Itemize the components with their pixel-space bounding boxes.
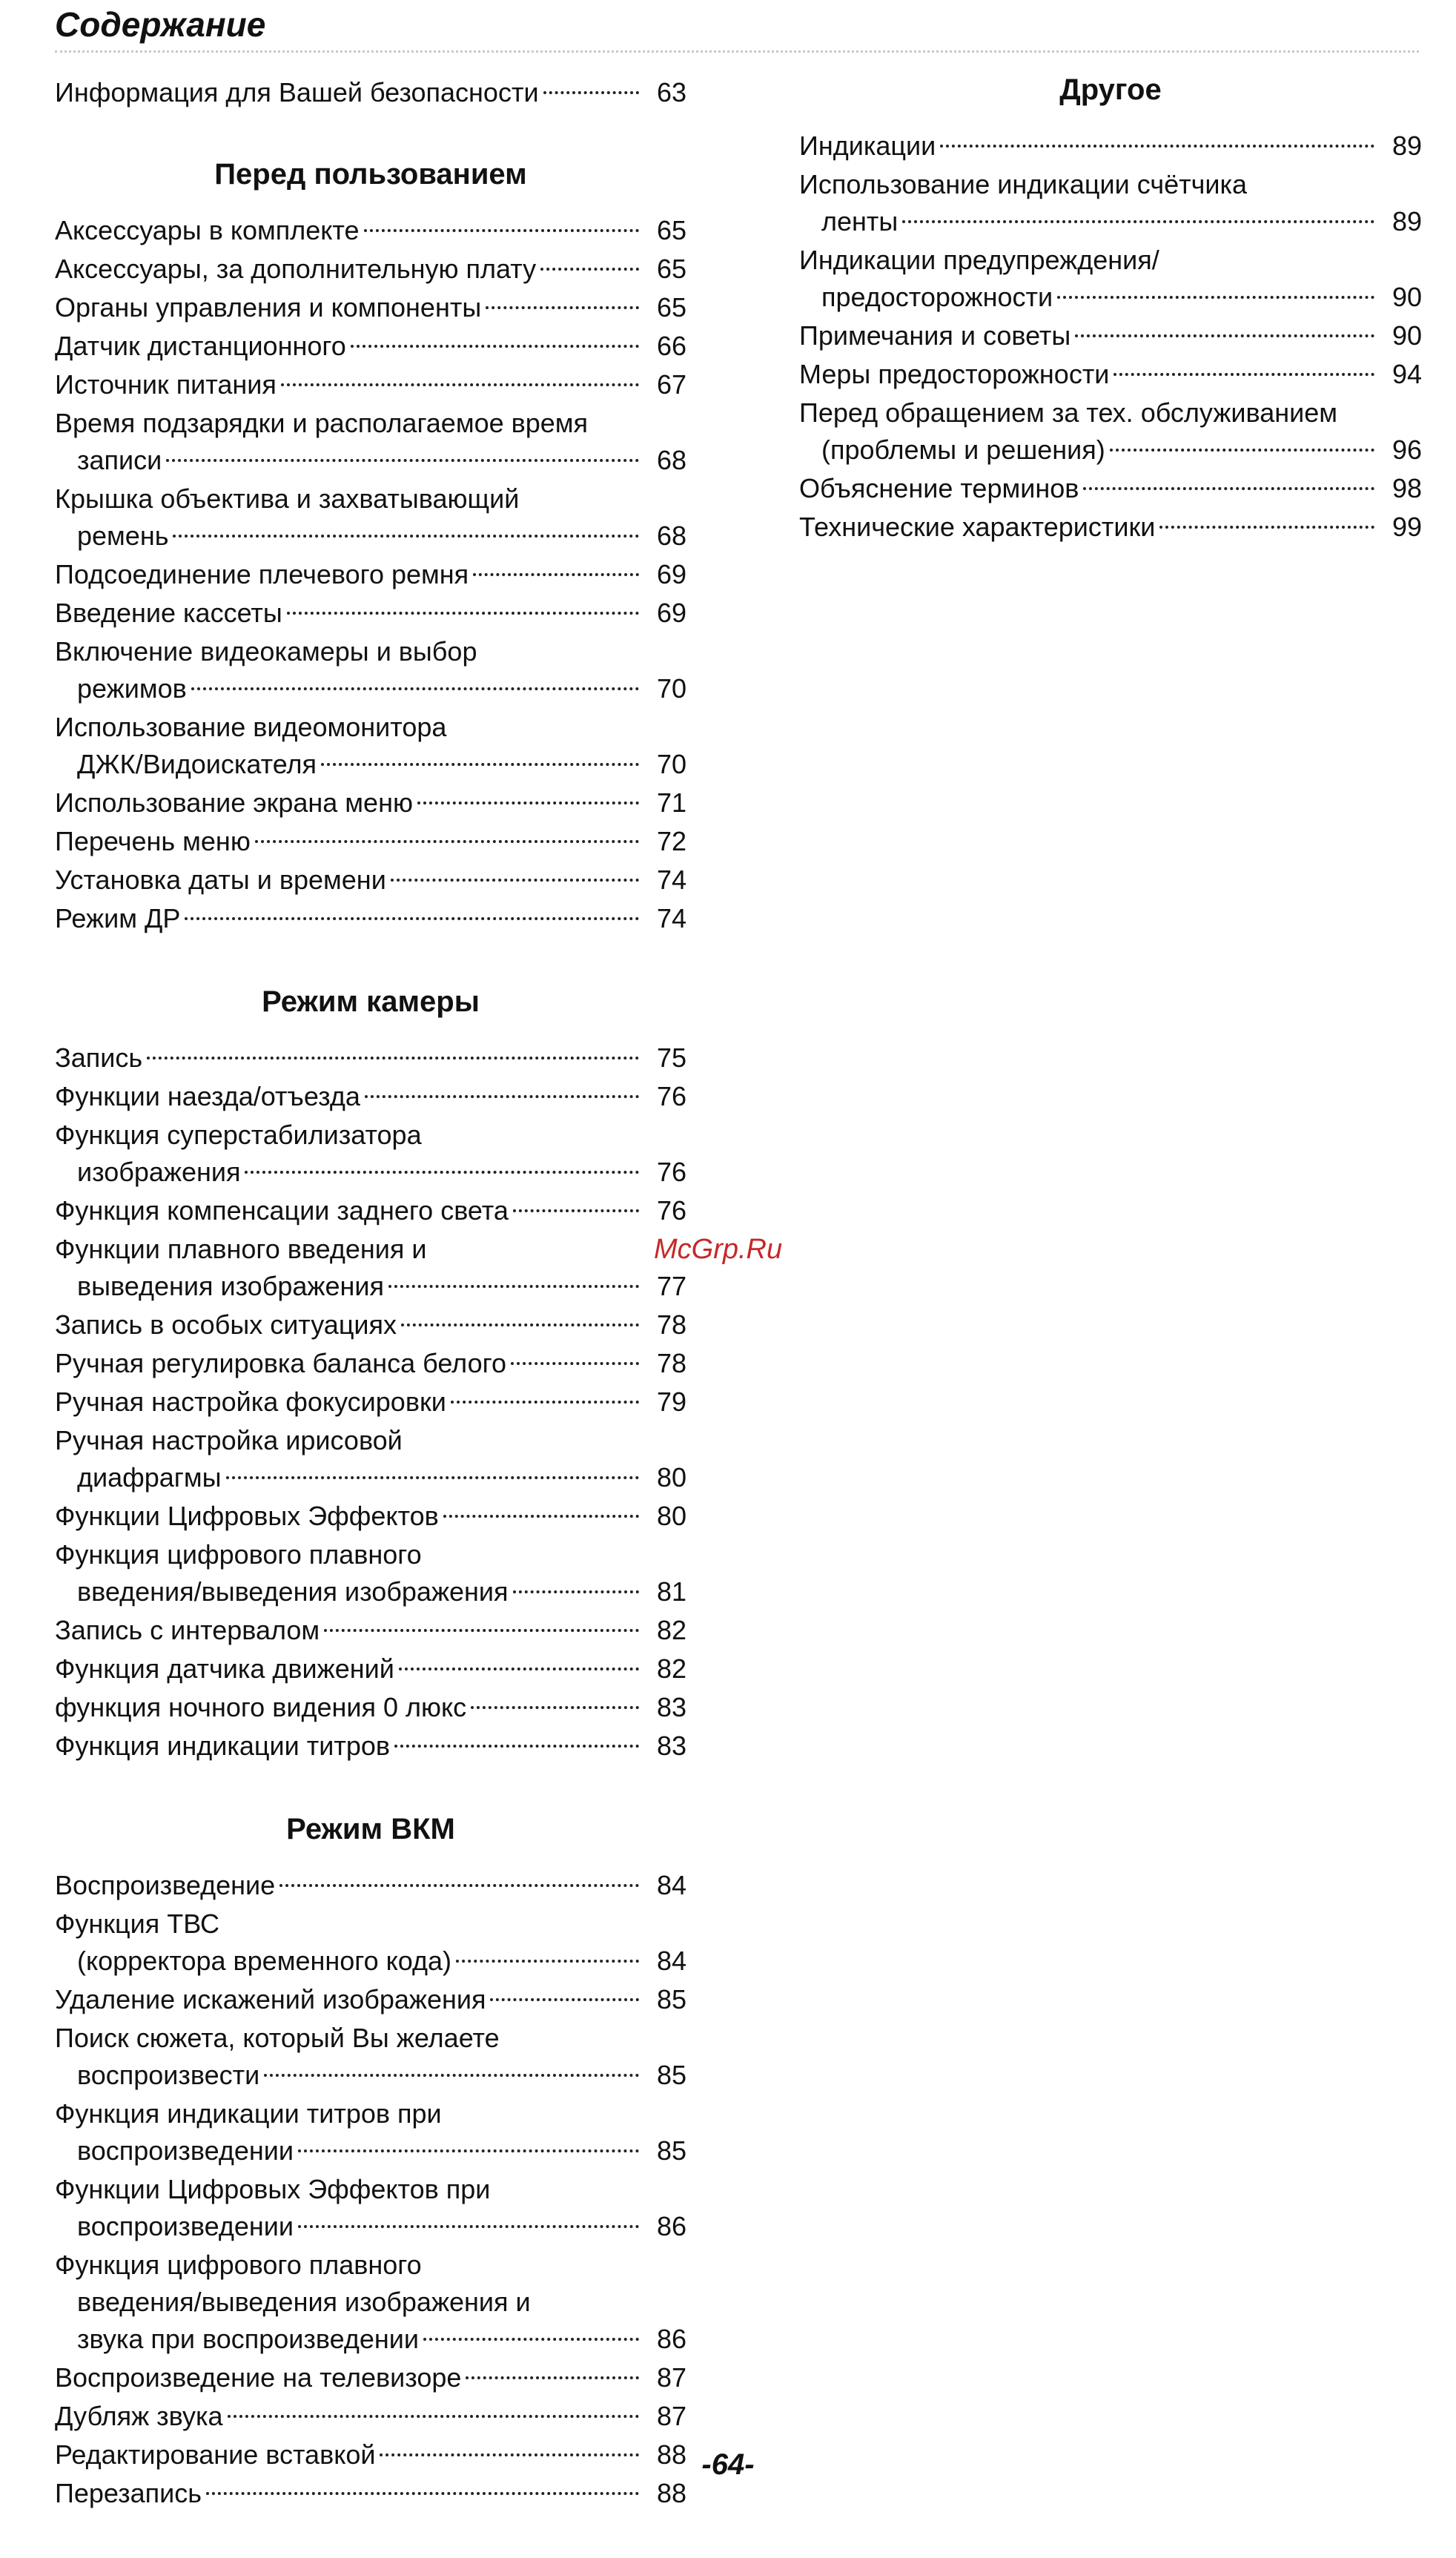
toc-entry[interactable] (55, 2171, 686, 2245)
toc-page-number: 94 (1392, 359, 1422, 389)
toc-page-number: 88 (656, 2439, 686, 2470)
toc-page-number: 66 (656, 331, 686, 361)
toc-entry[interactable] (55, 862, 686, 899)
toc-entry-text: Использование экрана меню (55, 787, 413, 818)
toc-entry[interactable] (55, 1231, 686, 1305)
toc-page-number: 90 (1392, 282, 1422, 312)
toc-entry-text: воспроизвести (77, 2060, 260, 2090)
toc-entry-text: Функции Цифровых Эффектов при (55, 2174, 491, 2204)
toc-entry-text: Функция суперстабилизатора (55, 1120, 422, 1150)
toc-entry-text: Индикации предупреждения/ (799, 245, 1159, 275)
toc-entry-text: записи (77, 445, 162, 475)
section-title: Режим камеры (262, 985, 480, 1018)
toc-page-number: 76 (656, 1081, 686, 1111)
toc-page-number: 84 (656, 1870, 686, 1900)
dot-leader (399, 1668, 639, 1670)
toc-entry[interactable] (55, 1728, 686, 1765)
section-title: Другое (1059, 73, 1162, 106)
toc-page-number: 88 (656, 2478, 686, 2508)
toc-entry-text: Ручная настройка фокусировки (55, 1387, 446, 1417)
toc-entry[interactable] (55, 1612, 686, 1649)
dot-leader (423, 2338, 639, 2341)
toc-entry[interactable] (799, 166, 1422, 240)
dot-leader (486, 306, 639, 309)
dot-leader (513, 1209, 639, 1212)
toc-entry-text: воспроизведении (77, 2135, 294, 2166)
dot-leader (1057, 296, 1374, 299)
toc-entry[interactable] (55, 1384, 686, 1421)
toc-entry-text: (корректора временного кода) (77, 1946, 452, 1976)
toc-entry-text: Датчик дистанционного (55, 331, 346, 361)
toc-entry[interactable] (55, 328, 686, 365)
dot-leader (281, 383, 639, 386)
dot-leader (391, 879, 639, 882)
toc-page-number: 80 (656, 1501, 686, 1531)
dot-leader (287, 612, 639, 615)
toc-entry-text: Запись (55, 1042, 143, 1073)
toc-page-number: 87 (656, 2362, 686, 2393)
dot-leader (1159, 526, 1374, 529)
toc-entry[interactable] (55, 405, 686, 479)
toc-entry-text: Функции Цифровых Эффектов (55, 1501, 439, 1531)
toc-entry-text: Введение кассеты (55, 598, 282, 628)
toc-entry-text: Перед обращением за тех. обслуживанием (799, 397, 1338, 428)
toc-page-number: 78 (656, 1348, 686, 1378)
toc-page-number: 89 (1392, 130, 1422, 161)
toc-entry-text: Аксессуары, за дополнительную плату (55, 254, 537, 284)
toc-entry-text: Индикации (799, 130, 936, 161)
dot-leader (471, 1706, 639, 1709)
toc-page-number: 76 (656, 1157, 686, 1187)
toc-page-number: 65 (656, 292, 686, 323)
dot-leader (466, 2376, 639, 2379)
toc-entry-text: ремень (77, 520, 169, 551)
toc-entry[interactable] (55, 1498, 686, 1535)
toc-page-number: 96 (1392, 434, 1422, 465)
toc-page-number: 67 (656, 369, 686, 400)
toc-entry-text: Меры предосторожности (799, 359, 1110, 389)
toc-entry-text: Использование видеомонитора (55, 712, 447, 742)
toc-entry[interactable] (55, 1689, 686, 1726)
toc-list (799, 128, 1422, 546)
toc-entry[interactable] (55, 1078, 686, 1115)
toc-entry[interactable] (55, 1981, 686, 2018)
toc-entry-text: Ручная настройка ирисовой (55, 1425, 403, 1455)
toc-entry[interactable] (55, 1906, 686, 1980)
toc-entry-text: Функция цифрового плавного (55, 1539, 422, 1570)
toc-entry[interactable] (55, 289, 686, 326)
toc-entry[interactable] (55, 2020, 686, 2094)
dot-leader (245, 1171, 639, 1174)
toc-page-number: 65 (656, 254, 686, 284)
toc-entry-text: Объяснение терминов (799, 473, 1079, 503)
toc-entry-text: Редактирование вставкой (55, 2439, 376, 2470)
toc-entry-text: Крышка объектива и захватывающий (55, 483, 520, 514)
toc-entry-text: Дубляж звука (55, 2401, 223, 2431)
section-other (799, 71, 1422, 546)
toc-page-number: 65 (656, 215, 686, 245)
toc-entry[interactable] (799, 128, 1422, 165)
toc-entry[interactable] (55, 366, 686, 403)
toc-entry[interactable] (55, 2398, 686, 2435)
toc-entry[interactable] (799, 356, 1422, 393)
toc-entry-text: воспроизведении (77, 2211, 294, 2241)
toc-entry[interactable] (799, 394, 1422, 469)
toc-entry[interactable] (55, 74, 686, 111)
dot-leader (401, 1323, 639, 1326)
dot-leader (1113, 373, 1374, 376)
section-before-use (55, 156, 686, 937)
toc-entry-text: Источник питания (55, 369, 277, 400)
dot-leader (185, 917, 639, 920)
toc-page-number: 99 (1392, 512, 1422, 542)
toc-entry-text: Запись в особых ситуациях (55, 1309, 397, 1340)
toc-entry-text: диафрагмы (77, 1462, 222, 1493)
toc-entry[interactable] (55, 1306, 686, 1344)
toc-page-number: 70 (656, 673, 686, 704)
toc-entry[interactable] (799, 470, 1422, 507)
toc-page-number: 72 (656, 826, 686, 856)
dot-leader (166, 459, 639, 462)
toc-list (55, 212, 686, 937)
toc-entry-text: Технические характеристики (799, 512, 1156, 542)
toc-entry[interactable] (55, 1867, 686, 1904)
section-camera-mode (55, 983, 686, 1765)
toc-entry-text: предосторожности (821, 282, 1053, 312)
dot-leader (443, 1515, 639, 1518)
toc-page-number: 82 (656, 1615, 686, 1645)
toc-entry[interactable] (55, 709, 686, 783)
dot-leader (206, 2492, 639, 2495)
toc-entry-text: введения/выведения изображения и (77, 2287, 531, 2317)
dot-leader (940, 145, 1374, 148)
toc-entry[interactable] (55, 595, 686, 632)
toc-entry-text: Перечень меню (55, 826, 251, 856)
toc-entry-text: Функции плавного введения и (55, 1234, 427, 1264)
dot-leader (228, 2415, 639, 2418)
toc-entry-text: режимов (77, 673, 187, 704)
toc-entry-text: выведения изображения (77, 1271, 384, 1301)
dot-leader (456, 1960, 639, 1963)
toc-page-number: 85 (656, 2060, 686, 2090)
toc-page-number: 76 (656, 1195, 686, 1226)
toc-page-number: 80 (656, 1462, 686, 1493)
toc-entry-text: Функции наезда/отъезда (55, 1081, 360, 1111)
toc-entry[interactable] (799, 317, 1422, 354)
toc-entry-text: Примечания и советы (799, 320, 1071, 351)
toc-entry[interactable] (55, 633, 686, 707)
toc-page-number: 71 (656, 787, 686, 818)
toc-entry-text: Функция индикации титров (55, 1731, 390, 1761)
watermark: McGrp.Ru (654, 1234, 783, 1265)
toc-entry[interactable] (55, 2359, 686, 2396)
dot-leader (298, 2225, 639, 2228)
toc-entry[interactable] (55, 823, 686, 860)
toc-entry[interactable] (55, 784, 686, 822)
toc-entry-text: Удаление искажений изображения (55, 1984, 486, 2015)
dot-leader (173, 535, 639, 538)
toc-entry-text: Использование индикации счётчика (799, 169, 1248, 199)
toc-page-number: 79 (656, 1387, 686, 1417)
toc-page-number: 86 (656, 2324, 686, 2354)
toc-page-number: 98 (1392, 473, 1422, 503)
toc-page-number: 63 (656, 77, 686, 108)
toc-entry[interactable] (55, 2247, 686, 2358)
dot-leader (264, 2074, 639, 2077)
toc-entry-text: Информация для Вашей безопасности (55, 77, 539, 108)
dot-leader (543, 91, 639, 94)
dot-leader (365, 1095, 639, 1098)
toc-entry-text: Функция датчика движений (55, 1653, 394, 1684)
toc-entry[interactable] (799, 242, 1422, 316)
dot-leader (147, 1057, 639, 1060)
toc-entry-text: Время подзарядки и располагаемое время (55, 408, 589, 438)
dot-leader (1075, 334, 1374, 337)
toc-entry[interactable] (55, 1345, 686, 1382)
dot-leader (540, 268, 639, 271)
dot-leader (298, 2149, 639, 2152)
dot-leader (451, 1401, 639, 1404)
toc-entry-text: ленты (821, 206, 899, 237)
dot-leader (226, 1476, 639, 1479)
page-title: Содержание (55, 5, 266, 44)
toc-entry[interactable] (55, 900, 686, 937)
toc-entry[interactable] (55, 1650, 686, 1688)
section-vcr-mode (55, 1811, 686, 2512)
toc-list (55, 1040, 686, 1765)
toc-page-number: 78 (656, 1309, 686, 1340)
dot-leader (511, 1362, 639, 1365)
toc-entry[interactable] (55, 556, 686, 593)
toc-entry[interactable] (55, 251, 686, 288)
dot-leader (279, 1884, 639, 1887)
toc-page-number: 75 (656, 1042, 686, 1073)
toc-entry-text: Органы управления и компоненты (55, 292, 482, 323)
toc-page-number: 89 (1392, 206, 1422, 237)
toc-page-number: 83 (656, 1731, 686, 1761)
dot-leader (490, 1998, 639, 2001)
toc-entry-text: Поиск сюжета, который Вы желаете (55, 2023, 500, 2053)
toc-page-number: 68 (656, 520, 686, 551)
toc-entry[interactable] (55, 2095, 686, 2169)
toc-entry-text: Воспроизведение (55, 1870, 276, 1900)
toc-entry-text: Воспроизведение на телевизоре (55, 2362, 462, 2393)
toc-entry[interactable] (55, 1536, 686, 1610)
toc-entry[interactable] (799, 509, 1422, 546)
dot-leader (394, 1745, 639, 1748)
toc-entry-text: введения/выведения изображения (77, 1576, 509, 1607)
toc-entry-text: Режим ДР (55, 903, 181, 933)
toc-entry-text: Аксессуары в комплекте (55, 215, 360, 245)
dot-leader (191, 687, 639, 690)
toc-page-number: 77 (656, 1271, 686, 1301)
toc-entry-text: функция ночного видения 0 люкс (55, 1692, 467, 1722)
dot-leader (388, 1285, 639, 1288)
section-title: Режим ВКМ (286, 1813, 455, 1845)
page-number: -64- (701, 2448, 755, 2481)
toc-entry-text: Запись с интервалом (55, 1615, 320, 1645)
toc-list (55, 1867, 686, 2512)
toc-entry-text: Функция компенсации заднего света (55, 1195, 509, 1226)
dot-leader (351, 345, 639, 348)
dot-leader (324, 1629, 639, 1632)
dot-leader (902, 220, 1374, 223)
toc-entry-text: Функция цифрового плавного (55, 2250, 422, 2280)
toc-entry[interactable] (55, 480, 686, 555)
toc-page-number: 74 (656, 903, 686, 933)
toc-entry-text: звука при воспроизведении (77, 2324, 420, 2354)
toc-entry-text: Перезапись (55, 2478, 202, 2508)
toc-entry[interactable] (55, 1192, 686, 1229)
toc-page-number: 82 (656, 1653, 686, 1684)
toc-page-number: 74 (656, 865, 686, 895)
toc-entry-text: Функция индикации титров при (55, 2098, 442, 2129)
toc-page-number: 69 (656, 559, 686, 589)
toc-entry[interactable] (55, 1422, 686, 1496)
toc-page-number: 85 (656, 2135, 686, 2166)
dot-leader (255, 840, 639, 843)
toc-entry[interactable] (55, 1117, 686, 1191)
toc-entry-text: (проблемы и решения) (821, 434, 1105, 465)
toc-page-number: 81 (656, 1576, 686, 1607)
toc-page-number: 86 (656, 2211, 686, 2241)
toc-page-number: 70 (656, 749, 686, 779)
toc-entry-text: Ручная регулировка баланса белого (55, 1348, 506, 1378)
toc-entry-text: Подсоединение плечевого ремня (55, 559, 469, 589)
toc-page-number: 90 (1392, 320, 1422, 351)
toc-entry-text: изображения (77, 1157, 241, 1187)
toc-entry-text: ДЖК/Видоискателя (77, 749, 317, 779)
dot-leader (364, 229, 639, 232)
toc-page-number: 84 (656, 1946, 686, 1976)
toc-entry[interactable] (55, 212, 686, 249)
toc-page-number: 69 (656, 598, 686, 628)
title-divider (55, 50, 1419, 53)
right-column (799, 71, 1422, 592)
dot-leader (417, 802, 639, 804)
toc-intro (55, 74, 686, 111)
dot-leader (473, 573, 639, 576)
dot-leader (321, 763, 639, 766)
toc-entry-text: Установка даты и времени (55, 865, 386, 895)
left-column (55, 74, 686, 2558)
section-title: Перед пользованием (214, 158, 527, 191)
toc-page-number: 87 (656, 2401, 686, 2431)
dot-leader (1083, 487, 1374, 490)
toc-entry-text: Функция ТВС (55, 1908, 220, 1939)
toc-page-number: 83 (656, 1692, 686, 1722)
dot-leader (513, 1590, 639, 1593)
toc-entry-text: Включение видеокамеры и выбор (55, 636, 477, 667)
toc-page-number: 68 (656, 445, 686, 475)
dot-leader (1110, 449, 1374, 452)
toc-entry[interactable] (55, 1040, 686, 1077)
toc-page-number: 85 (656, 1984, 686, 2015)
